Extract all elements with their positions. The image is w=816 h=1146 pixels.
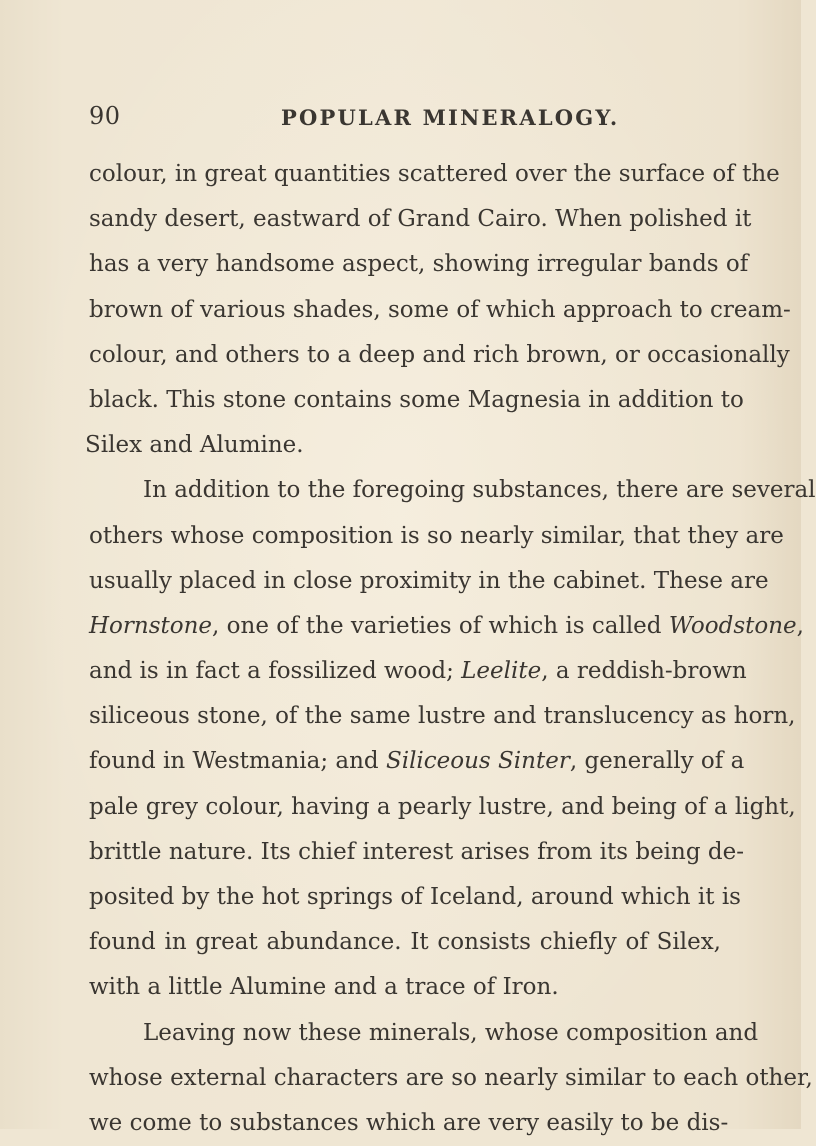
- paragraph: [89, 1011, 813, 1146]
- text-line: [89, 604, 804, 649]
- text-line: sandy desert, eastward of Grand Cairo. When polished it: [89, 206, 752, 233]
- italic-term: Siliceous Sinter: [385, 748, 570, 775]
- italic-term: Hornstone: [89, 612, 213, 639]
- paragraph: [85, 152, 791, 468]
- text-line: Leaving now these minerals, whose composition and: [143, 1019, 759, 1046]
- text-line: colour, and others to a deep and rich brown, or occasionally: [89, 341, 790, 368]
- running-title: POPULAR MINERALOGY.: [281, 105, 620, 130]
- page-header: [89, 102, 721, 134]
- italic-term: Leelite: [461, 658, 542, 685]
- text-line: siliceous stone, of the same lustre and translucency as horn,: [89, 703, 796, 730]
- text-run: , a reddish-brown: [541, 658, 747, 685]
- italic-term: Woodstone: [668, 612, 797, 639]
- text-line: black. This stone contains some Magnesia in addition to: [89, 386, 744, 413]
- text-line: pale grey colour, having a pearly lustre, and being of a light,: [89, 793, 796, 820]
- paragraph: [89, 468, 816, 1010]
- text-line: posited by the hot springs of Iceland, around which it is: [89, 884, 741, 910]
- text-line: has a very handsome aspect, showing irregular bands of: [89, 251, 749, 278]
- text-run: and is in fact a fossilized wood;: [89, 658, 462, 685]
- text-line: colour, in great quantities scattered over the surface of the: [89, 161, 780, 187]
- text-run: , generally of a: [569, 748, 745, 775]
- text-line: usually placed in close proximity in the cabinet. These are: [89, 567, 769, 594]
- text-line: we come to substances which are very easily to be dis-: [89, 1109, 729, 1136]
- text-line: brittle nature. Its chief interest arises from its being de-: [89, 838, 744, 865]
- text-line: In addition to the foregoing substances, there are several: [143, 477, 816, 504]
- body-text: [85, 152, 816, 1146]
- text-line: whose external characters are so nearly similar to each other,: [89, 1064, 813, 1091]
- text-line: others whose composition is so nearly similar, that they are: [89, 522, 784, 549]
- text-run: found in Westmania; and: [89, 748, 386, 775]
- text-line: Silex and Alumine.: [85, 432, 304, 459]
- page-number: 90: [89, 102, 121, 130]
- text-line: [89, 739, 745, 784]
- text-line: brown of various shades, some of which approach to cream-: [89, 296, 791, 323]
- text-line: [89, 649, 747, 694]
- text-run: , one of the varieties of which is called: [212, 612, 669, 639]
- text-run: ,: [796, 612, 804, 639]
- text-line: found in great abundance. It consists chiefly of Silex,: [89, 929, 721, 956]
- text-line: with a little Alumine and a trace of Iron.: [89, 974, 559, 1001]
